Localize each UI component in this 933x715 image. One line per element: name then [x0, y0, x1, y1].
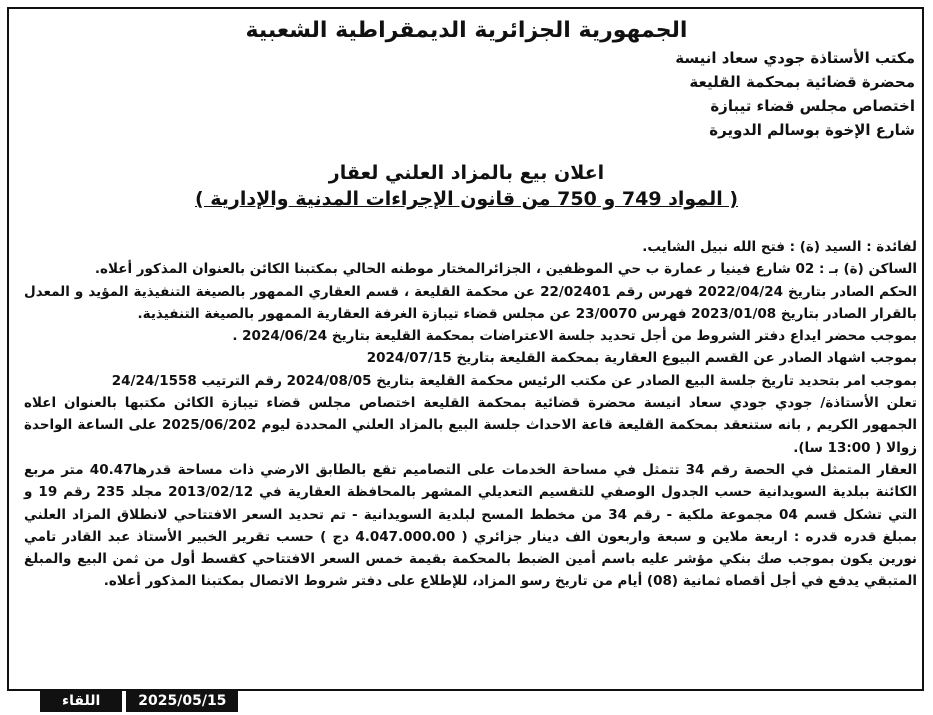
office-address-block — [675, 46, 915, 142]
publication-footer — [40, 690, 238, 712]
judgment-paragraph: الحكم الصادر بتاريخ 2022/04/24 فهرس رقم 22/02401 عن محكمة القليعة ، قسم العقاري الممهور بالصيغة التنفيذية المؤيد و المعدل بالقرار الصادر بتاريخ 2023/01/08 فهرس 23/0070 عن مجلس قضاء تيبازة الغرفة العقارية الممهور بالصيغة التنفيذية. — [24, 283, 918, 322]
notice-body — [24, 236, 917, 593]
notice-title: اعلان بيع بالمزاد العلني لعقار — [328, 162, 605, 184]
residence-line: الساكن (ة) بـ : 02 شارع فينيا ر عمارة ب حي الموظفين ، الجزائرالمختار موطنه الحالي بمكتبنا الكائن بالعنوان المذكور أعلاه. — [94, 261, 917, 278]
announcement-paragraph: تعلن الأستاذة/ جودي جودي سعاد انيسة محضرة قضائية بمحكمة القليعة اختصاص مجلس قضاء تيبازة الكائن مكتبها بالعنوان اعلاه الجمهور الكريم , بانه ستنعقد بمحكمة القليعة قاعة الاحداث جلسة البيع بالمزاد العلني المحددة ليوم 2025/06/202 على الساعة الواحدة زوالا ( 13:00 سا). — [24, 395, 918, 456]
office-name: مكتب الأستاذة جودي سعاد انيسة — [675, 49, 915, 67]
conditions-deposit-line: بموجب محضر ايداع دفتر الشروط من أجل تحديد جلسة الاعتراضات بمحكمة القليعة بتاريخ 2024/06/24 . — [232, 328, 917, 345]
publication-date: 2025/05/15 — [126, 690, 238, 712]
notice-title-block — [0, 160, 933, 212]
office-court: محضرة قضائية بمحكمة القليعة — [689, 73, 915, 91]
notice-subtitle: ( المواد 749 و 750 من قانون الإجراءات المدنية والإدارية ) — [194, 188, 739, 210]
beneficiary-line: لفائدة : السيد (ة) : فتح الله نبيل الشايب. — [642, 239, 917, 255]
sale-order-paragraph: بموجب امر بتحديد تاريخ جلسة البيع الصادر عن مكتب الرئيس محكمة القليعة بتاريخ 2024/08/05 رقم الترتيب 24/24/1558 — [111, 372, 917, 389]
office-street: شارع الإخوة بوسالم الدويرة — [709, 121, 915, 139]
republic-heading: الجمهورية الجزائرية الديمقراطية الشعبية — [245, 18, 688, 43]
office-jurisdiction: اختصاص مجلس قضاء تيبازة — [710, 97, 915, 115]
property-description-paragraph: العقار المتمثل في الحصة رقم 34 تتمثل في مساحة الخدمات على التصاميم تقع بالطابق الارضي ذات مساحة قدرها40.47 متر مربع الكائنة ببلدية السويدانية حسب الجدول الوصفي للتقسيم التعديلي المشهر بالمحافظة العقارية في 2013/02/12 مجلد 235 رقم 19 و التي تشكل قسم 04 مجموعة ملكية - رقم 34 من مخطط المسح لبلدية السويدانية - تم تحديد السعر الافتتاحي لانطلاق المزاد العلني بمبلغ قدره قدره : اربعة ملاين و سبعة واربعون الف دينار جزائري ( 4.047.000.00 دج ) حسب تقرير الخبير الأستاذ عبد القادر تامي نورين يكون بموجب صك بنكي مؤشر عليه باسم أمين الضبط بالمحكمة بقيمة خمس السعر الافتتاحي كقسط أول من ثمن البيع والمبلغ المتبقي يدفع في أجل أقصاه ثمانية (08) أيام من تاريخ رسو المزاد، للإطلاع على دفتر شروط الاتصال بمكتبنا المذكور أعلاه. — [24, 461, 918, 590]
certificate-line: بموجب اشهاد الصادر عن القسم البيوع العقارية بمحكمة القليعة بتاريخ 2024/07/15 — [366, 350, 917, 367]
newspaper-name: اللقاء — [40, 690, 122, 712]
